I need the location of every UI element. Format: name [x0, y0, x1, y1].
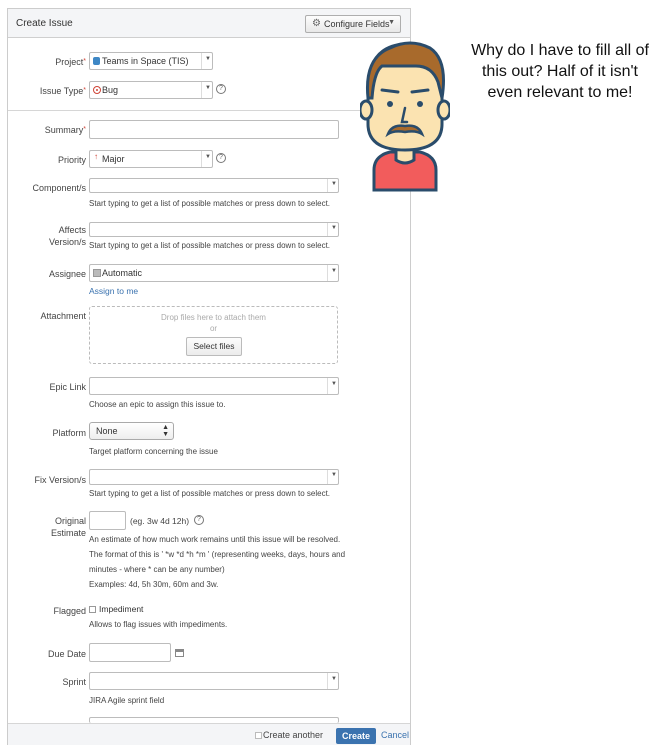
avatar-mustache [388, 126, 422, 134]
chevron-down-icon: ▼ [327, 673, 338, 689]
avatar-left-eye [387, 101, 393, 107]
gear-icon: ⚙ [312, 18, 321, 29]
assignee-select[interactable]: Automatic ▼ [89, 264, 339, 282]
estimate-desc-2: The format of this is ' *w *d *h *m ' (representing weeks, days, hours and [89, 550, 346, 559]
issue-type-label: Issue Type* [39, 86, 86, 96]
configure-fields-button[interactable] [305, 15, 401, 33]
affects-version-select[interactable] [89, 222, 339, 237]
flagged-label: Flagged [53, 606, 86, 616]
chevron-down-icon: ▼ [327, 378, 338, 394]
speech-text [450, 40, 670, 103]
original-estimate-label: Original Estimate [50, 516, 86, 538]
help-question-icon[interactable]: ? [216, 84, 226, 94]
estimate-example: (eg. 3w 4d 12h) [130, 516, 190, 526]
due-date-label: Due Date [47, 649, 86, 659]
platform-hint: Target platform concerning the issue [89, 447, 218, 456]
create-button[interactable]: Create [336, 728, 376, 744]
calendar-icon[interactable] [175, 649, 184, 657]
sprint-label: Sprint [62, 677, 86, 687]
affects-version-hint: Start typing to get a list of possible matches or press down to select. [89, 241, 331, 250]
due-date-input[interactable] [89, 643, 171, 662]
components-select[interactable] [89, 178, 339, 193]
dialog-footer [8, 723, 410, 745]
avatar-right-brow [412, 90, 428, 92]
original-estimate-input[interactable] [89, 511, 126, 530]
fix-version-hint: Start typing to get a list of possible matches or press down to select. [89, 489, 331, 498]
speech-line-1: Why do I have to fill all of [471, 42, 649, 59]
create-another-checkbox[interactable] [255, 732, 262, 739]
help-question-icon[interactable]: ? [216, 153, 226, 163]
assign-to-me-link[interactable]: Assign to me [89, 286, 139, 296]
chevron-down-icon: ▼ [327, 470, 338, 484]
frustrated-user-avatar [360, 38, 450, 192]
speech-line-3: even relevant to me! [487, 84, 633, 101]
fix-version-select[interactable] [89, 469, 339, 485]
chevron-down-icon: ▼ [388, 19, 395, 26]
chevron-down-icon: ▼ [201, 82, 212, 98]
issue-type-select[interactable]: Bug ▼ [89, 81, 213, 99]
project-avatar-icon [93, 57, 100, 65]
attachment-label: Attachment [40, 311, 86, 321]
up-down-arrows-icon: ▲ ▼ [162, 424, 169, 438]
dropzone-or: or [209, 324, 218, 333]
priority-select[interactable]: ↑ Major ▼ [89, 150, 213, 168]
fix-version-label: Fix Version/s [34, 475, 86, 485]
platform-select[interactable]: None ▲ ▼ [89, 422, 174, 440]
epic-link-hint: Choose an epic to assign this issue to. [89, 400, 226, 409]
major-priority-arrow-icon: ↑ [94, 152, 98, 161]
user-avatar-icon [93, 269, 101, 277]
impediment-checkbox[interactable] [89, 606, 96, 613]
platform-label: Platform [52, 428, 86, 438]
divider [8, 110, 410, 111]
summary-input[interactable] [89, 120, 339, 139]
chevron-down-icon: ▼ [327, 223, 338, 236]
summary-label: Summary* [44, 125, 86, 135]
speech-line-2: this out? Half of it isn't [481, 63, 638, 80]
chevron-down-icon: ▼ [201, 53, 212, 69]
priority-label: Priority [57, 155, 86, 165]
dialog-title: Create Issue [16, 18, 73, 29]
components-label: Component/s [32, 183, 86, 193]
cancel-link[interactable]: Cancel [381, 730, 410, 740]
impediment-label: Impediment [99, 604, 144, 614]
help-question-icon[interactable]: ? [194, 515, 204, 525]
chevron-down-icon: ▼ [327, 265, 338, 281]
avatar-right-ear [438, 101, 450, 119]
epic-link-label: Epic Link [49, 382, 86, 392]
dialog-header [8, 9, 410, 38]
components-hint: Start typing to get a list of possible matches or press down to select. [89, 199, 331, 208]
chevron-down-icon: ▼ [327, 179, 338, 192]
sprint-hint: JIRA Agile sprint field [89, 696, 165, 705]
assignee-label: Assignee [48, 269, 86, 279]
create-another-label: Create another [263, 730, 324, 740]
project-select[interactable]: Teams in Space (TIS) ▼ [89, 52, 213, 70]
chevron-down-icon: ▼ [201, 151, 212, 167]
estimate-desc-4: Examples: 4d, 5h 30m, 60m and 3w. [89, 580, 219, 589]
estimate-desc-3: minutes - where * can be any number) [89, 565, 225, 574]
dropzone-text: Drop files here to attach them [161, 313, 266, 322]
attachment-dropzone[interactable] [89, 306, 338, 364]
configure-fields-label: Configure Fields [324, 19, 390, 29]
flagged-hint: Allows to flag issues with impediments. [89, 620, 228, 629]
bug-icon [93, 86, 101, 94]
select-files-button[interactable]: Select files [186, 337, 242, 356]
avatar-left-ear [360, 101, 372, 119]
estimate-desc-1: An estimate of how much work remains until this issue will be resolved. [89, 535, 341, 544]
sprint-select[interactable] [89, 672, 339, 690]
project-label: Project* [55, 57, 86, 67]
affects-version-label: Affects Version/s [48, 225, 86, 247]
avatar-left-brow [382, 90, 398, 92]
avatar-right-eye [417, 101, 423, 107]
epic-link-select[interactable] [89, 377, 339, 395]
create-issue-dialog [7, 8, 411, 745]
